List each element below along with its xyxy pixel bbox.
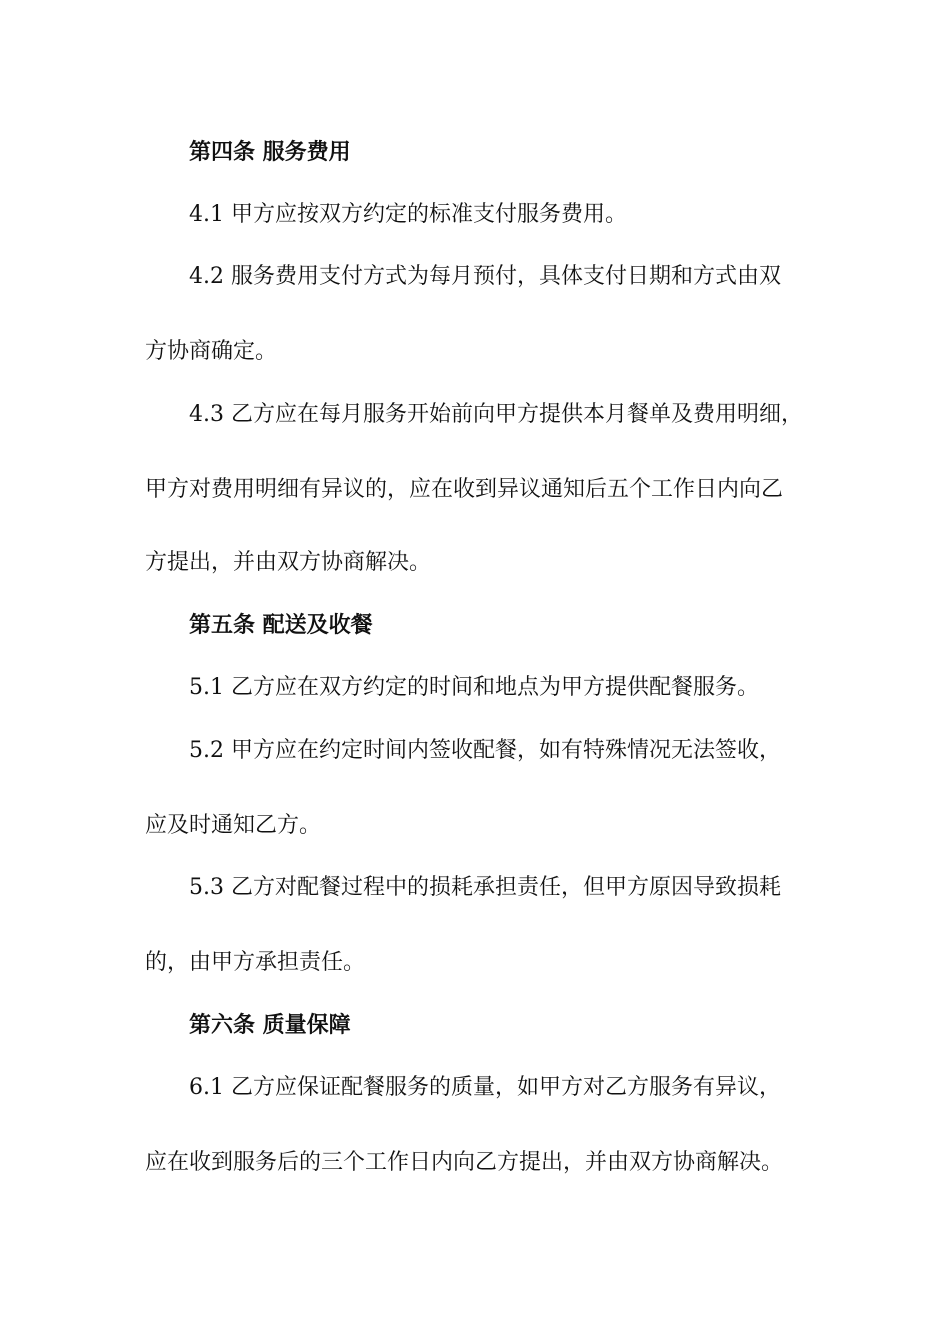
clause-6-1-line-2: 应在收到服务后的三个工作日内向乙方提出，并由双方协商解决。 <box>145 1150 784 1175</box>
clause-4-2-line-2: 方协商确定。 <box>145 339 278 364</box>
clause-5-3-line-1: 5.3 乙方对配餐过程中的损耗承担责任，但甲方原因导致损耗 <box>189 875 781 900</box>
section-6-heading: 第六条 质量保障 <box>189 1012 351 1038</box>
section-5-heading: 第五条 配送及收餐 <box>189 612 373 638</box>
clause-4-3-line-1: 4.3 乙方应在每月服务开始前向甲方提供本月餐单及费用明细， <box>189 402 803 427</box>
clause-5-2-line-2: 应及时通知乙方。 <box>145 813 322 838</box>
clause-4-3-line-3: 方提出，并由双方协商解决。 <box>145 550 432 575</box>
section-4-heading: 第四条 服务费用 <box>189 139 351 165</box>
clause-5-2-line-1: 5.2 甲方应在约定时间内签收配餐，如有特殊情况无法签收， <box>189 738 781 763</box>
clause-5-3-line-2: 的，由甲方承担责任。 <box>145 950 366 975</box>
clause-4-1: 4.1 甲方应按双方约定的标准支付服务费用。 <box>189 202 627 227</box>
clause-4-2-line-1: 4.2 服务费用支付方式为每月预付，具体支付日期和方式由双 <box>189 264 781 289</box>
clause-4-3-line-2: 甲方对费用明细有异议的，应在收到异议通知后五个工作日内向乙 <box>145 477 784 502</box>
clause-6-1-line-1: 6.1 乙方应保证配餐服务的质量，如甲方对乙方服务有异议， <box>189 1075 781 1100</box>
clause-5-1: 5.1 乙方应在双方约定的时间和地点为甲方提供配餐服务。 <box>189 675 759 700</box>
